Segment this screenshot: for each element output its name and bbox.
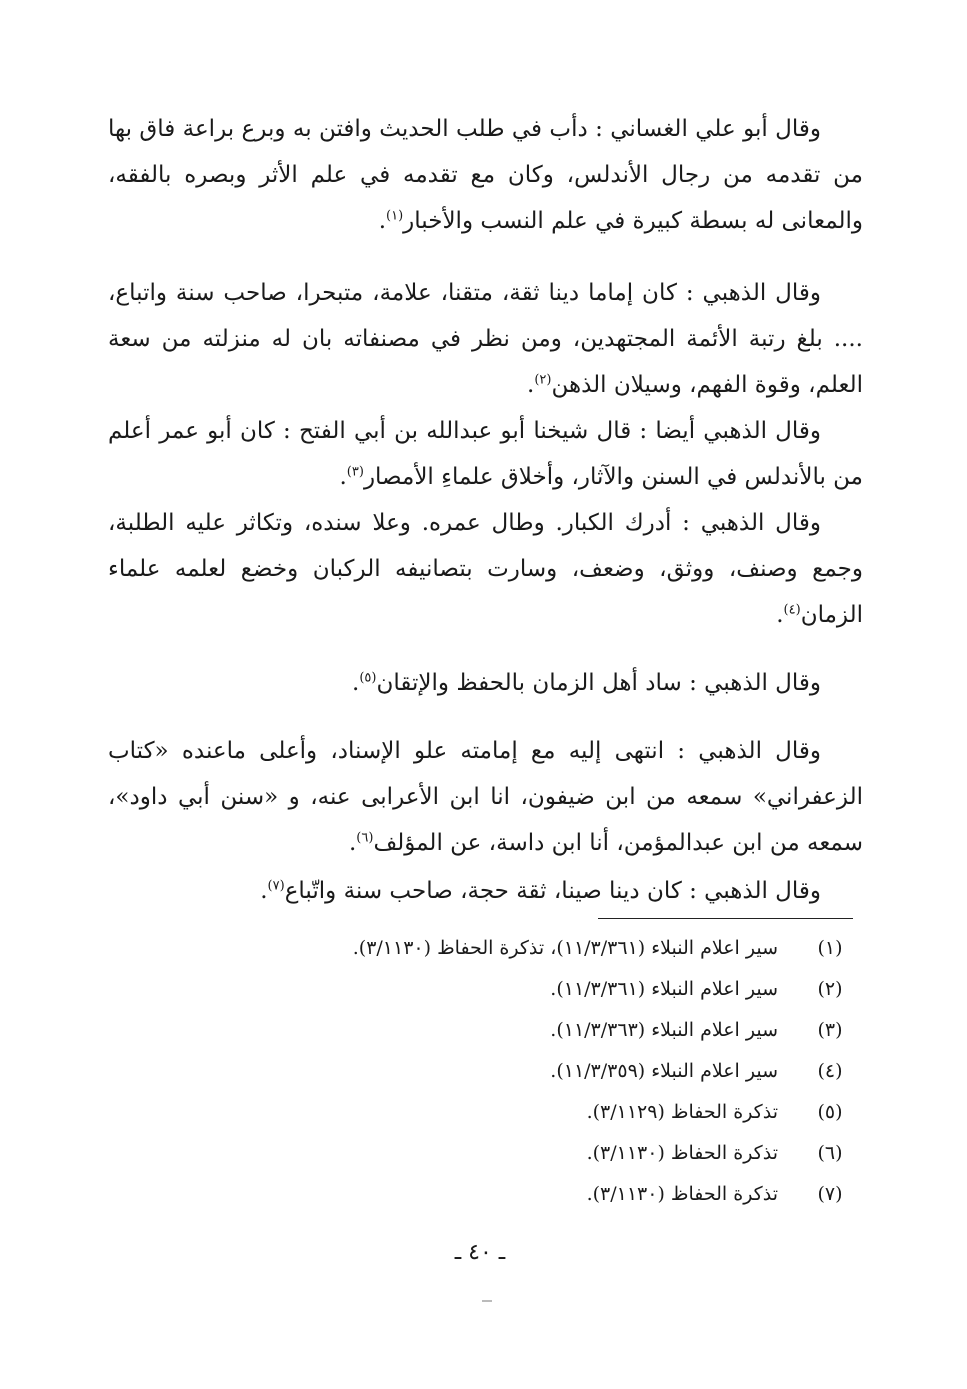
paragraph	[108, 660, 863, 706]
footnote-ref: (٥)	[359, 670, 377, 686]
footnote-number: (٦)	[817, 1142, 843, 1164]
paragraph	[108, 270, 863, 408]
paragraph-text: وقال أبو علي الغساني : دأب في طلب الحديث وافتن به وبرع براعة فاق بها من تقدمه من رجال الأندلس، وكان مع تقدمه في علم الأثر وبصره بالفقه، والمعانى له بسطة كبيرة في علم النسب والأخبار	[108, 116, 863, 234]
footnote-item	[180, 1092, 860, 1133]
paragraph	[108, 500, 863, 638]
footnote-text: سير اعلام النبلاء (١١/٣/٣٦١).	[550, 978, 778, 1000]
footnote-text: سير اعلام النبلاء (١١/٣/٣٦١)، تذكرة الحفاظ (٣/١١٣٠).	[352, 937, 778, 959]
footnote-text: تذكرة الحفاظ (٣/١١٣٠).	[586, 1142, 778, 1164]
footnote-number: (٥)	[817, 1101, 843, 1123]
footnote-number: (٣)	[817, 1019, 843, 1041]
footnote-item	[180, 928, 860, 969]
paragraph-end: .	[348, 830, 357, 856]
scan-speck	[482, 1300, 492, 1302]
footnote-text: تذكرة الحفاظ (٣/١١٣٠).	[586, 1183, 778, 1205]
paragraph-end: .	[378, 208, 387, 234]
paragraph-text: وقال الذهبي أيضا : قال شيخنا أبو عبدالله بن أبي الفتح : كان أبو عمر أعلم من بالأندلس في السنن والآثار، وأخلاق علماءِ الأمصار	[108, 418, 863, 490]
paragraph-text: وقال الذهبي : كان إماما دينا ثقة، متقنا، علامة، متبحرا، صاحب سنة واتباع، .... بلغ رتبة الأئمة المجتهدين، ومن نظر في مصنفاته بان له منزلته من سعة العلم، وقوة الفهم، وسيلان الذهن	[108, 280, 863, 398]
footnote-ref: (١)	[386, 208, 404, 224]
footnote-number: (١)	[817, 937, 843, 959]
footnote-ref: (٣)	[346, 464, 364, 480]
paragraph	[108, 728, 863, 866]
footnote-item	[180, 1051, 860, 1092]
footnote-text: تذكرة الحفاظ (٣/١١٢٩).	[586, 1101, 778, 1123]
paragraph-text: وقال الذهبي : انتهى إليه مع إمامته علو الإسناد، وأعلى ماعنده «كتاب الزعفراني» سمعه من ابن ضيفون، انا ابن الأعرابى عنه، و «سنن أبي داود»، سمعه من ابن عبدالمؤمن، أنا ابن داسة، عن المؤلف	[108, 738, 863, 856]
paragraph-text: وقال الذهبي : ساد أهل الزمان بالحفظ والإتقان	[376, 670, 821, 696]
page-number: ـ ٤٠ ـ	[454, 1240, 506, 1265]
footnote-text: سير اعلام النبلاء (١١/٣/٣٥٩).	[550, 1060, 778, 1082]
footnote-ref: (٤)	[783, 602, 801, 618]
footnote-item	[180, 1174, 860, 1215]
footnote-ref: (٢)	[534, 372, 552, 388]
footnote-number: (٤)	[817, 1060, 843, 1082]
paragraph	[108, 408, 863, 500]
footnote-number: (٧)	[817, 1183, 843, 1205]
paragraph-end: .	[527, 372, 535, 398]
footnote-item	[180, 1010, 860, 1051]
paragraph-text: وقال الذهبي : كان دينا صينا، ثقة حجة، صاحب سنة واتّباع	[284, 878, 821, 904]
footnote-ref: (٦)	[356, 830, 374, 846]
paragraph	[108, 868, 863, 914]
paragraph-end: .	[339, 464, 347, 490]
paragraph-text: وقال الذهبي : أدرك الكبار. وطال عمره. وعلا سنده، وتكاثر عليه الطلبة، وجمع وصنف، ووثق، وضعف، وسارت بتصانيفه الركبان وخضع لعلمه علماء الزمان	[108, 510, 863, 628]
footnote-text: سير اعلام النبلاء (١١/٣/٣٦٣).	[550, 1019, 778, 1041]
footnote-item	[180, 969, 860, 1010]
footnote-ref: (٧)	[267, 878, 285, 894]
footnote-separator	[598, 918, 853, 919]
paragraph-end: .	[776, 602, 784, 628]
paragraph	[108, 106, 863, 244]
footnote-item	[180, 1133, 860, 1174]
footnote-number: (٢)	[817, 978, 843, 1000]
paragraph-end: .	[352, 670, 360, 696]
paragraph-end: .	[260, 878, 268, 904]
footnotes	[180, 928, 860, 1215]
